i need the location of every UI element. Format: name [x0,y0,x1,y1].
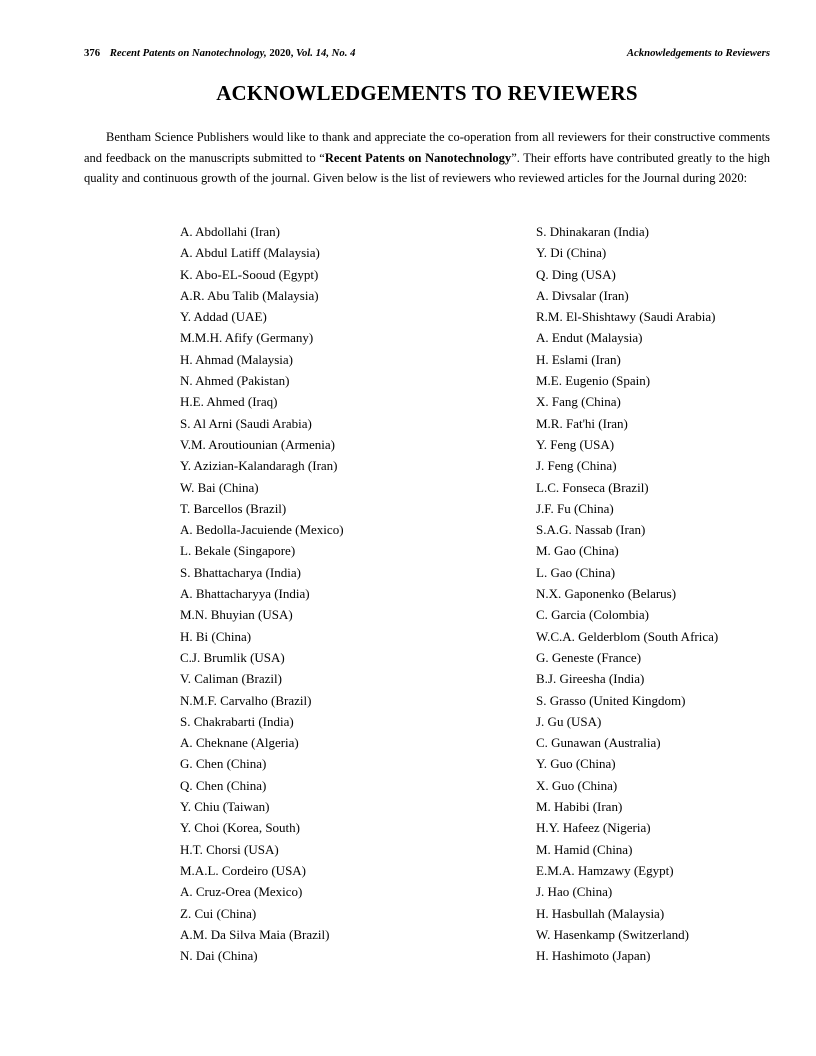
reviewer-entry: C.J. Brumlik (USA) [180,649,285,665]
journal-citation [84,47,355,59]
reviewer-entry: M. Gao (China) [536,543,619,559]
reviewer-entry: W.C.A. Gelderblom (South Africa) [536,628,719,644]
reviewer-entry: C. Garcia (Colombia) [536,607,649,623]
reviewer-entry: Z. Cui (China) [180,905,257,921]
reviewer-entry: M. Hamid (China) [536,841,633,857]
reviewer-entry: X. Guo (China) [536,777,618,793]
reviewer-entry: B.J. Gireesha (India) [536,671,645,687]
reviewer-list-left [180,221,344,966]
reviewer-entry: A. Abdollahi (Iran) [180,224,281,239]
reviewer-entry: W. Bai (China) [180,479,259,495]
reviewer-entry: M.E. Eugenio (Spain) [536,373,651,389]
reviewer-entry: H.T. Chorsi (USA) [180,841,279,857]
reviewer-entry: R.M. El-Shishtawy (Saudi Arabia) [536,309,716,325]
reviewer-entry: Y. Azizian-Kalandaragh (Iran) [180,458,338,474]
reviewer-entry: L. Gao (China) [536,564,616,580]
reviewer-entry: V.M. Aroutiounian (Armenia) [180,436,336,452]
reviewer-entry: Q. Ding (USA) [536,266,616,282]
reviewer-entry: E.M.A. Hamzawy (Egypt) [536,862,674,878]
reviewer-entry: Y. Di (China) [536,245,607,261]
reviewer-entry: M.R. Fat'hi (Iran) [536,415,628,431]
reviewer-entry: A. Cheknane (Algeria) [180,735,299,751]
reviewer-entry: Y. Guo (China) [536,756,616,772]
reviewer-entry: H.E. Ahmed (Iraq) [180,394,278,410]
reviewer-entry: H. Bi (China) [180,628,252,644]
journal-volume-issue: Vol. 14, No. 4 [296,47,356,59]
reviewer-entry: V. Caliman (Brazil) [180,671,282,687]
reviewer-entry: N.X. Gaponenko (Belarus) [536,586,677,602]
running-title: Acknowledgements to Reviewers [626,47,770,59]
reviewer-entry: M. Habibi (Iran) [536,799,623,815]
reviewer-entry: S. Chakrabarti (India) [180,713,294,729]
reviewer-entry: S.A.G. Nassab (Iran) [536,522,646,538]
page-header [84,47,770,59]
reviewer-entry: W. Hasenkamp (Switzerland) [536,926,689,942]
page-number: 376 [84,47,101,59]
reviewer-entry: A. Endut (Malaysia) [536,330,643,346]
reviewer-entry: L.C. Fonseca (Brazil) [536,479,649,495]
reviewer-entry: A.M. Da Silva Maia (Brazil) [180,926,330,942]
reviewer-entry: Y. Choi (Korea, South) [180,820,301,836]
journal-name-bold: Recent Patents on Nanotechnology [324,150,512,165]
reviewer-entry: J.F. Fu (China) [536,500,614,516]
intro-paragraph [84,127,770,189]
intro-text-tail: ”. Their efforts have contributed greatly to the high quality and continuous growth of the journal. Given below is the list of reviewers who reviewed articles for the Journal during 2020: [84,150,771,186]
reviewer-entry: A. Cruz-Orea (Mexico) [180,884,303,900]
reviewer-entry: Q. Chen (China) [180,777,267,793]
journal-year: 2020, [269,47,294,59]
reviewer-entry: C. Gunawan (Australia) [536,735,661,751]
reviewer-entry: H. Hasbullah (Malaysia) [536,905,665,921]
reviewer-entry: H. Hashimoto (Japan) [536,948,651,964]
reviewer-entry: G. Chen (China) [180,756,267,772]
reviewer-entry: M.M.H. Afify (Germany) [180,330,314,346]
reviewer-entry: A. Bedolla-Jacuiende (Mexico) [180,522,344,538]
reviewer-entry: S. Grasso (United Kingdom) [536,692,686,708]
reviewer-entry: J. Hao (China) [536,884,613,900]
reviewer-entry: M.A.L. Cordeiro (USA) [180,862,307,878]
reviewer-entry: X. Fang (China) [536,394,621,410]
reviewer-entry: S. Dhinakaran (India) [536,224,649,239]
reviewer-entry: H. Eslami (Iran) [536,351,621,367]
reviewer-list-right [536,221,718,966]
reviewer-entry: Y. Chiu (Taiwan) [180,799,270,815]
reviewer-entry: H. Ahmad (Malaysia) [180,351,294,367]
reviewer-entry: G. Geneste (France) [536,649,642,665]
reviewer-entry: J. Feng (China) [536,458,617,474]
reviewer-entry: N. Ahmed (Pakistan) [180,373,290,389]
reviewer-entry: S. Al Arni (Saudi Arabia) [180,415,312,431]
reviewer-entry: A.R. Abu Talib (Malaysia) [180,287,319,303]
reviewer-entry: T. Barcellos (Brazil) [180,500,287,516]
reviewer-entry: M.N. Bhuyian (USA) [180,607,293,623]
reviewer-entry: L. Bekale (Singapore) [180,543,296,559]
reviewer-entry: J. Gu (USA) [536,713,602,729]
reviewer-entry: A. Bhattacharyya (India) [180,586,310,602]
reviewer-entry: K. Abo-EL-Sooud (Egypt) [180,266,319,282]
reviewer-entry: S. Bhattacharya (India) [180,564,301,580]
reviewer-entry: A. Abdul Latiff (Malaysia) [180,245,320,261]
reviewer-entry: A. Divsalar (Iran) [536,287,629,303]
journal-title: Recent Patents on Nanotechnology, [109,47,267,59]
reviewer-entry: N.M.F. Carvalho (Brazil) [180,692,312,708]
reviewer-entry: H.Y. Hafeez (Nigeria) [536,820,651,836]
page-title: ACKNOWLEDGEMENTS TO REVIEWERS [216,81,638,105]
reviewer-entry: Y. Addad (UAE) [180,309,267,325]
intro-text-lead: Bentham Science Publishers would like to thank and appreciate the co-operation from all reviewers for their constructive comments and feedback on the manuscripts submitted to “ [84,130,770,165]
reviewer-entry: Y. Feng (USA) [536,436,615,452]
reviewer-entry: N. Dai (China) [180,948,258,964]
